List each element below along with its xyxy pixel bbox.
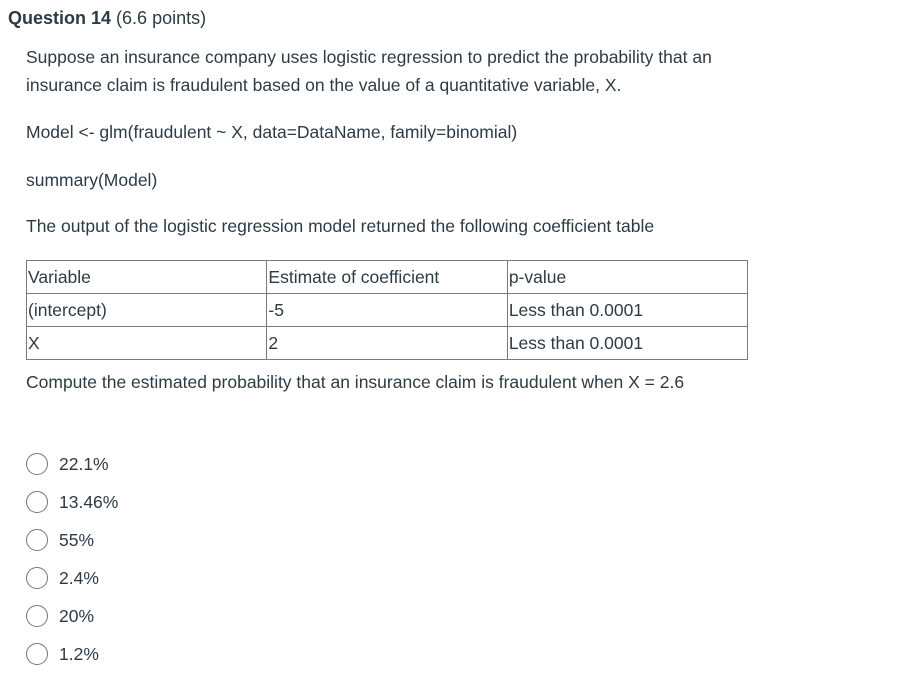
question-title: Question 14 bbox=[8, 8, 112, 28]
answer-option-label[interactable]: 2.4% bbox=[59, 567, 99, 588]
table-cell: Less than 0.0001 bbox=[507, 327, 747, 360]
table-cell: (intercept) bbox=[27, 294, 267, 327]
table-cell: 2 bbox=[267, 327, 507, 360]
radio-button[interactable] bbox=[26, 491, 48, 513]
table-row bbox=[27, 294, 748, 327]
question-intro-text: Suppose an insurance company uses logistic regression to predict the probability that an insurance claim is fraudulent based on the value of a quantitative variable, X. bbox=[26, 47, 712, 95]
answer-option[interactable] bbox=[26, 597, 118, 635]
radio-button[interactable] bbox=[26, 605, 48, 627]
answer-option[interactable] bbox=[26, 635, 118, 673]
answer-option-label[interactable]: 1.2% bbox=[59, 643, 99, 664]
radio-button[interactable] bbox=[26, 643, 48, 665]
table-header-cell: Estimate of coefficient bbox=[267, 261, 507, 294]
radio-button[interactable] bbox=[26, 453, 48, 475]
model-code-line: Model <- glm(fraudulent ~ X, data=DataName, family=binomial) bbox=[26, 122, 518, 142]
answer-option-label[interactable]: 22.1% bbox=[59, 453, 109, 474]
question-header bbox=[8, 6, 206, 30]
output-description: The output of the logistic regression model returned the following coefficient table bbox=[26, 216, 655, 236]
answer-option[interactable] bbox=[26, 559, 118, 597]
answer-option[interactable] bbox=[26, 445, 118, 483]
answer-options bbox=[26, 445, 118, 673]
answer-option-label[interactable]: 55% bbox=[59, 529, 95, 550]
table-header-cell: p-value bbox=[507, 261, 747, 294]
answer-option-label[interactable]: 20% bbox=[59, 605, 95, 626]
answer-option-label[interactable]: 13.46% bbox=[59, 491, 119, 512]
table-header-cell: Variable bbox=[27, 261, 267, 294]
compute-prompt: Compute the estimated probability that an insurance claim is fraudulent when X = 2.6 bbox=[26, 372, 685, 392]
radio-button[interactable] bbox=[26, 529, 48, 551]
table-row bbox=[27, 327, 748, 360]
table-cell: Less than 0.0001 bbox=[507, 294, 747, 327]
answer-option[interactable] bbox=[26, 483, 118, 521]
summary-code-line: summary(Model) bbox=[26, 170, 158, 190]
table-header-row bbox=[27, 261, 748, 294]
answer-option[interactable] bbox=[26, 521, 118, 559]
question-points: (6.6 points) bbox=[116, 8, 207, 28]
radio-button[interactable] bbox=[26, 567, 48, 589]
table-cell: X bbox=[27, 327, 267, 360]
table-cell: -5 bbox=[267, 294, 507, 327]
coefficient-table bbox=[26, 260, 748, 360]
